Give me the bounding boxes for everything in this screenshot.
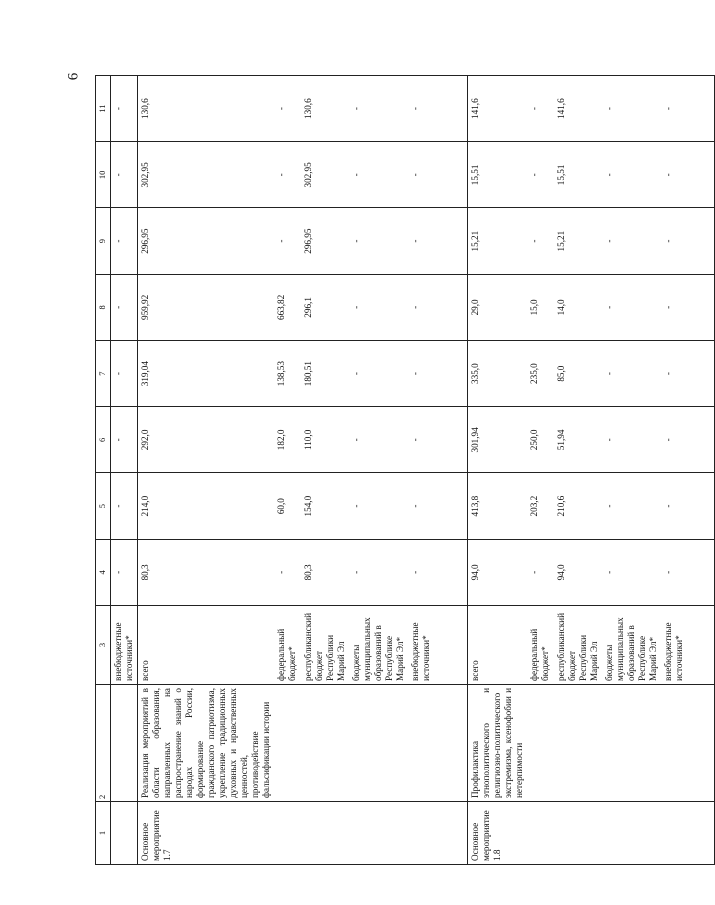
value-cell: - xyxy=(349,274,408,340)
value-cell: - xyxy=(111,539,138,605)
value-cell: 141,6 xyxy=(468,76,528,142)
value-cell: - xyxy=(661,76,715,142)
event-description-cell xyxy=(408,685,468,802)
table-row xyxy=(274,76,300,865)
table-row xyxy=(527,76,553,865)
value-cell: 80,3 xyxy=(301,539,349,605)
table-row xyxy=(138,76,275,865)
table-row xyxy=(468,76,528,865)
funding-source-cell: бюджеты муниципальных образований в Республике Марий Эл* xyxy=(602,606,661,685)
funding-source-cell: федеральный бюджет* xyxy=(527,606,553,685)
value-cell: - xyxy=(111,341,138,407)
table-row xyxy=(661,76,715,865)
value-cell: - xyxy=(527,76,553,142)
value-cell: 94,0 xyxy=(468,539,528,605)
funding-source-cell: внебюджетные источники* xyxy=(408,606,468,685)
value-cell: - xyxy=(602,142,661,208)
event-description-cell: Профилактика этнополитического и религиозно-политического экстремизма, ксенофобии и нетерпимости xyxy=(468,685,528,802)
value-cell: 15,0 xyxy=(527,274,553,340)
value-cell: - xyxy=(111,473,138,539)
value-cell: 214,0 xyxy=(138,473,275,539)
value-cell: - xyxy=(274,208,300,274)
event-name-cell xyxy=(111,802,138,865)
value-cell: 154,0 xyxy=(301,473,349,539)
value-cell: 250,0 xyxy=(527,407,553,473)
value-cell: - xyxy=(349,341,408,407)
value-cell: 235,0 xyxy=(527,341,553,407)
value-cell: - xyxy=(408,473,468,539)
value-cell: - xyxy=(274,76,300,142)
column-header-6: 6 xyxy=(96,407,111,473)
value-cell: - xyxy=(661,274,715,340)
value-cell: - xyxy=(111,407,138,473)
value-cell: 296,95 xyxy=(138,208,275,274)
value-cell: - xyxy=(602,274,661,340)
page-number: 6 xyxy=(65,72,82,81)
value-cell: 296,1 xyxy=(301,274,349,340)
value-cell: - xyxy=(527,208,553,274)
value-cell: 413,8 xyxy=(468,473,528,539)
column-header-7: 7 xyxy=(96,341,111,407)
event-name-cell xyxy=(527,802,553,865)
value-cell: - xyxy=(111,274,138,340)
value-cell: - xyxy=(602,76,661,142)
value-cell: 335,0 xyxy=(468,341,528,407)
value-cell: - xyxy=(661,539,715,605)
event-name-cell xyxy=(661,802,715,865)
value-cell: - xyxy=(408,539,468,605)
value-cell: 141,6 xyxy=(554,76,602,142)
value-cell: - xyxy=(408,407,468,473)
column-header-9: 9 xyxy=(96,208,111,274)
event-description-cell xyxy=(274,685,300,802)
event-name-cell xyxy=(602,802,661,865)
value-cell: 296,95 xyxy=(301,208,349,274)
value-cell: - xyxy=(408,142,468,208)
event-description-cell xyxy=(602,685,661,802)
value-cell: 130,6 xyxy=(138,76,275,142)
value-cell: - xyxy=(349,539,408,605)
value-cell: - xyxy=(661,142,715,208)
value-cell: 203,2 xyxy=(527,473,553,539)
value-cell: - xyxy=(661,208,715,274)
column-header-1: 1 xyxy=(96,802,111,865)
value-cell: 94,0 xyxy=(554,539,602,605)
value-cell: - xyxy=(274,539,300,605)
column-header-5: 5 xyxy=(96,473,111,539)
value-cell: - xyxy=(408,341,468,407)
table-row xyxy=(111,76,138,865)
column-header-3: 3 xyxy=(96,606,111,685)
value-cell: 29,0 xyxy=(468,274,528,340)
value-cell: 180,51 xyxy=(301,341,349,407)
rotated-table-container xyxy=(95,75,684,865)
value-cell: - xyxy=(274,142,300,208)
value-cell: 663,82 xyxy=(274,274,300,340)
value-cell: - xyxy=(349,473,408,539)
value-cell: - xyxy=(111,142,138,208)
funding-source-cell: всего xyxy=(138,606,275,685)
value-cell: - xyxy=(408,274,468,340)
event-name-cell: Основное мероприятие 1.7 xyxy=(138,802,275,865)
value-cell: 110,0 xyxy=(301,407,349,473)
value-cell: 319,04 xyxy=(138,341,275,407)
event-description-cell xyxy=(111,685,138,802)
event-description-cell xyxy=(349,685,408,802)
budget-table xyxy=(95,75,715,865)
value-cell: 210,6 xyxy=(554,473,602,539)
funding-source-cell: бюджеты муниципальных образований в Республике Марий Эл* xyxy=(349,606,408,685)
event-description-cell xyxy=(527,685,553,802)
funding-source-cell: федеральный бюджет* xyxy=(274,606,300,685)
value-cell: - xyxy=(349,142,408,208)
value-cell: 959,92 xyxy=(138,274,275,340)
event-description-cell xyxy=(301,685,349,802)
value-cell: - xyxy=(602,473,661,539)
column-header-8: 8 xyxy=(96,274,111,340)
funding-source-cell: всего xyxy=(468,606,528,685)
column-header-10: 10 xyxy=(96,142,111,208)
value-cell: 292,0 xyxy=(138,407,275,473)
column-header-2: 2 xyxy=(96,685,111,802)
table-row xyxy=(349,76,408,865)
value-cell: 138,53 xyxy=(274,341,300,407)
table-row xyxy=(408,76,468,865)
header-row xyxy=(96,76,111,865)
event-description-cell xyxy=(554,685,602,802)
value-cell: - xyxy=(602,208,661,274)
value-cell: - xyxy=(602,539,661,605)
table-row xyxy=(602,76,661,865)
value-cell: - xyxy=(349,76,408,142)
value-cell: - xyxy=(408,76,468,142)
value-cell: 80,3 xyxy=(138,539,275,605)
table-body xyxy=(111,76,715,865)
column-header-4: 4 xyxy=(96,539,111,605)
event-name-cell xyxy=(301,802,349,865)
event-description-cell: Реализация мероприятий в области образования, направленных на распространение знаний о народах России, формирование гражданского патриотизма, укрепление традиционных духовных и нравственных ценностей, противодействие фальсификации истории xyxy=(138,685,275,802)
value-cell: 60,0 xyxy=(274,473,300,539)
value-cell: - xyxy=(349,407,408,473)
table-row xyxy=(301,76,349,865)
event-name-cell xyxy=(408,802,468,865)
value-cell: - xyxy=(527,539,553,605)
value-cell: - xyxy=(661,473,715,539)
value-cell: 14,0 xyxy=(554,274,602,340)
event-name-cell xyxy=(554,802,602,865)
value-cell: 15,51 xyxy=(554,142,602,208)
value-cell: - xyxy=(602,341,661,407)
value-cell: 15,21 xyxy=(468,208,528,274)
funding-source-cell: внебюджетные источники* xyxy=(661,606,715,685)
value-cell: - xyxy=(661,407,715,473)
value-cell: 301,94 xyxy=(468,407,528,473)
funding-source-cell: республиканский бюджет Республики Марий Эл xyxy=(301,606,349,685)
value-cell: - xyxy=(408,208,468,274)
value-cell: 15,21 xyxy=(554,208,602,274)
event-description-cell xyxy=(661,685,715,802)
column-header-11: 11 xyxy=(96,76,111,142)
value-cell: 85,0 xyxy=(554,341,602,407)
value-cell: 302,95 xyxy=(138,142,275,208)
event-name-cell xyxy=(274,802,300,865)
event-name-cell xyxy=(349,802,408,865)
value-cell: - xyxy=(111,76,138,142)
value-cell: 15,51 xyxy=(468,142,528,208)
event-name-cell: Основное мероприятие 1.8 xyxy=(468,802,528,865)
value-cell: - xyxy=(661,341,715,407)
value-cell: 302,95 xyxy=(301,142,349,208)
value-cell: - xyxy=(527,142,553,208)
value-cell: - xyxy=(602,407,661,473)
funding-source-cell: внебюджетные источники* xyxy=(111,606,138,685)
value-cell: 130,6 xyxy=(301,76,349,142)
value-cell: 51,94 xyxy=(554,407,602,473)
value-cell: 182,0 xyxy=(274,407,300,473)
funding-source-cell: республиканский бюджет Республики Марий Эл xyxy=(554,606,602,685)
value-cell: - xyxy=(111,208,138,274)
value-cell: - xyxy=(349,208,408,274)
table-row xyxy=(554,76,602,865)
